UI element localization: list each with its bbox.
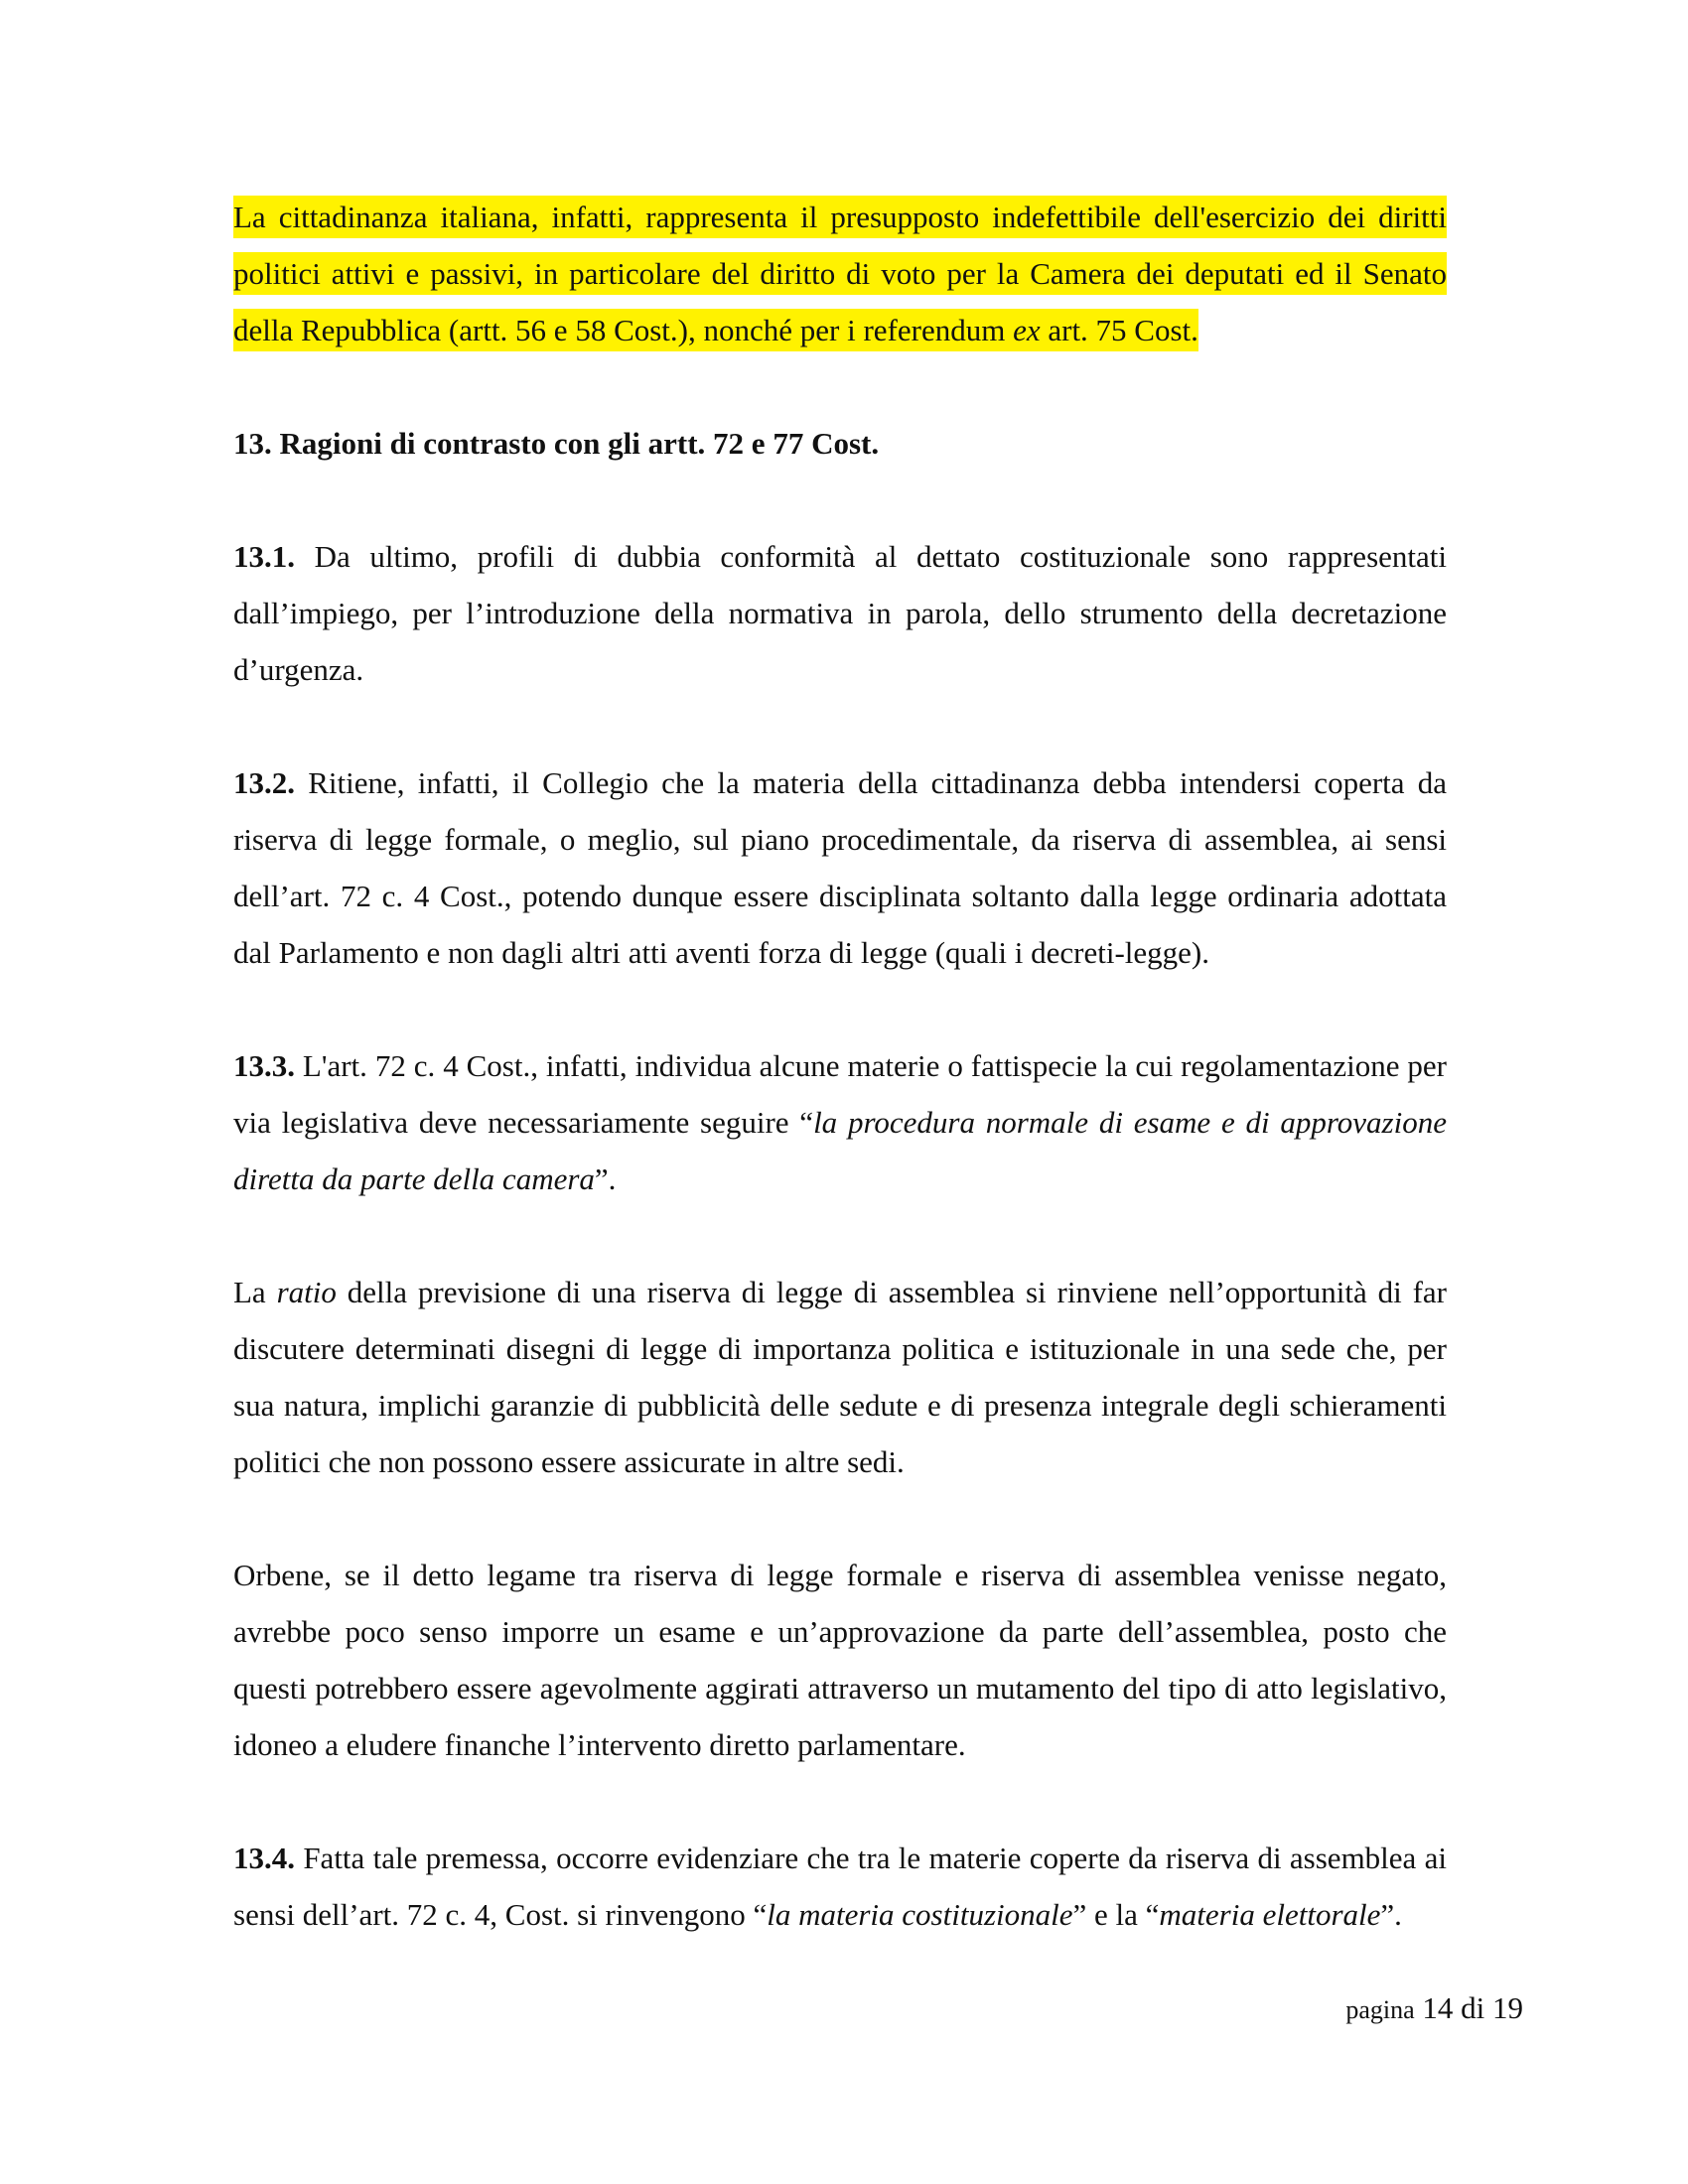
total-pages: 19: [1492, 1990, 1523, 2025]
page-of: di: [1461, 1990, 1485, 2025]
paragraph-13-1: 13.1. Da ultimo, profili di dubbia conformità al dettato costituzionale sono rappresentati dall’impiego, per l’introduzione della normativa in parola, dello strumento della decretazione d’urgenza.: [233, 539, 1447, 687]
current-page: 14: [1422, 1990, 1454, 2025]
page-label: pagina: [1345, 1995, 1415, 2024]
paragraph-13-3: 13.3. L'art. 72 c. 4 Cost., infatti, individua alcune materie o fattispecie la cui regolamentazione per via legislativa deve necessariamente seguire “la procedura normale di esame e di approvazione diretta da parte della camera”.: [233, 1048, 1447, 1196]
paragraph-number: 13.4.: [233, 1841, 295, 1875]
paragraph-13-2: 13.2. Ritiene, infatti, il Collegio che la materia della cittadinanza debba intendersi coperta da riserva di legge formale, o meglio, sul piano procedimentale, da riserva di assemblea, ai sensi dell’art. 72 c. 4 Cost., potendo dunque essere disciplinata soltanto dalla legge ordinaria adottata dal Parlamento e non dagli altri atti aventi forza di legge (quali i decreti-legge).: [233, 765, 1447, 970]
highlighted-text: La cittadinanza italiana, infatti, rappresenta il presupposto indefettibile dell'esercizio dei diritti politici attivi e passivi, in particolare del diritto di voto per la Camera dei deputati ed il Senato della Repubblica (artt. 56 e 58 Cost.), nonché per i referendum ex art. 75 Cost.: [233, 196, 1447, 351]
page-body: [233, 189, 1447, 1943]
page-number-footer: [1345, 1988, 1523, 2030]
paragraph-number: 13.3.: [233, 1048, 295, 1083]
italic-ex: ex: [1013, 313, 1041, 347]
paragraph-orbene: Orbene, se il detto legame tra riserva di legge formale e riserva di assemblea venisse negato, avrebbe poco senso imporre un esame e un’approvazione da parte dell’assemblea, posto che questi potrebbero essere agevolmente aggirati attraverso un mutamento del tipo di atto legislativo, idoneo a eludere finanche l’intervento diretto parlamentare.: [233, 1558, 1447, 1762]
paragraph-cittadinanza: [233, 189, 1447, 358]
italic-quote: la procedura normale di esame e di approvazione diretta da parte della camera: [233, 1105, 1447, 1196]
paragraph-number: 13.2.: [233, 765, 295, 800]
paragraph-number: 13.1.: [233, 539, 295, 574]
italic-quote-1: la materia costituzionale: [767, 1897, 1073, 1932]
section-heading-13: 13. Ragioni di contrasto con gli artt. 72 e 77 Cost.: [233, 426, 880, 461]
paragraph-13-4: 13.4. Fatta tale premessa, occorre evidenziare che tra le materie coperte da riserva di assemblea ai sensi dell’art. 72 c. 4, Cost. si rinvengono “la materia costituzionale” e la “materia elettorale”.: [233, 1841, 1447, 1932]
paragraph-ratio: La ratio della previsione di una riserva di legge di assemblea si rinviene nell’opportunità di far discutere determinati disegni di legge di importanza politica e istituzionale in una sede che, per sua natura, implichi garanzie di pubblicità delle sedute e di presenza integrale degli schieramenti politici che non possono essere assicurate in altre sedi.: [233, 1275, 1447, 1479]
italic-ratio: ratio: [276, 1275, 337, 1309]
italic-quote-2: materia elettorale: [1159, 1897, 1381, 1932]
